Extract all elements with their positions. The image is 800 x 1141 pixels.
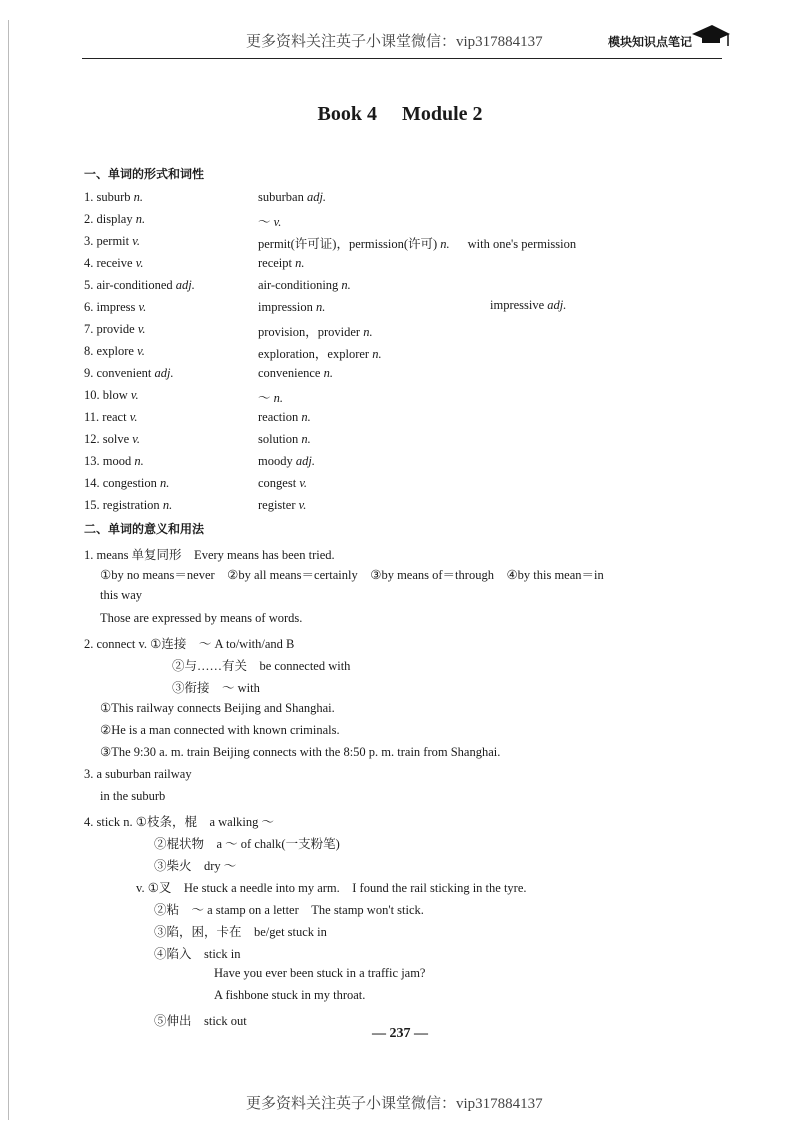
vocab-form bbox=[258, 278, 351, 293]
form-text: exploration，explorer bbox=[258, 347, 370, 361]
usage-line: ④陷入 stick in bbox=[154, 947, 241, 961]
word-pos: n. bbox=[133, 190, 144, 204]
usage-line: v. ①叉 He stuck a needle into my arm. I found the rail sticking in the tyre. bbox=[136, 881, 527, 895]
title-book: Book 4 bbox=[317, 103, 377, 125]
word-pos: v. bbox=[130, 388, 139, 402]
title-module: Module 2 bbox=[401, 103, 483, 125]
form-pos: v. bbox=[298, 498, 307, 512]
form-text: ～ bbox=[258, 391, 271, 405]
word-pos: adj. bbox=[175, 278, 195, 292]
vocab-word bbox=[84, 300, 146, 315]
usage-line: 3. a suburban railway bbox=[84, 767, 192, 781]
usage-line: A fishbone stuck in my throat. bbox=[214, 988, 366, 1002]
usage-line: ③陷，困，卡在 be/get stuck in bbox=[154, 925, 327, 939]
word-text: 14. congestion bbox=[84, 476, 157, 490]
usage-line: ③柴火 dry ～ bbox=[154, 859, 237, 873]
usage-line: 1. means 单复同形 Every means has been tried. bbox=[84, 548, 335, 562]
usage-line: ③衔接 ～ with bbox=[172, 681, 260, 695]
word-text: 13. mood bbox=[84, 454, 132, 468]
vocab-word bbox=[84, 432, 140, 447]
word-text: 1. suburb bbox=[84, 190, 131, 204]
word-text: 2. display bbox=[84, 212, 133, 226]
form-pos: n. bbox=[323, 366, 333, 380]
vocab-form bbox=[258, 454, 315, 469]
form-text: provision，provider bbox=[258, 325, 361, 339]
vocab-extra bbox=[490, 298, 566, 313]
section2-heading: 二、单词的意义和用法 bbox=[84, 522, 205, 536]
word-pos: n. bbox=[135, 212, 146, 226]
word-text: 10. blow bbox=[84, 388, 128, 402]
usage-line: ②粘 ～ a stamp on a letter The stamp won't stick. bbox=[154, 903, 424, 917]
form-text: receipt bbox=[258, 256, 293, 270]
vocab-word bbox=[84, 256, 143, 271]
extra-pos: adj. bbox=[547, 298, 567, 312]
form-text: convenience bbox=[258, 366, 321, 380]
vocab-word bbox=[84, 498, 172, 513]
form-pos: n. bbox=[301, 432, 311, 446]
form-text: congest bbox=[258, 476, 297, 490]
form-pos: v. bbox=[273, 215, 282, 229]
form-pos: adj. bbox=[295, 454, 315, 468]
extra-text: impressive bbox=[490, 298, 545, 312]
usage-line: ①by no means＝never ②by all means＝certainly ③by means of＝through ④by this mean＝in bbox=[100, 568, 604, 582]
vocab-form bbox=[258, 344, 382, 362]
vocab-word bbox=[84, 212, 145, 227]
vocab-word bbox=[84, 234, 140, 249]
vocab-form bbox=[258, 476, 307, 491]
vocab-word bbox=[84, 190, 143, 205]
vocab-word bbox=[84, 476, 169, 491]
usage-line: 4. stick n. ①枝条，棍 a walking ～ bbox=[84, 815, 275, 829]
form-text: air-conditioning bbox=[258, 278, 339, 292]
vocab-word bbox=[84, 410, 137, 425]
form-pos: n. bbox=[341, 278, 351, 292]
word-text: 9. convenient bbox=[84, 366, 152, 380]
usage-line: Those are expressed by means of words. bbox=[100, 611, 303, 625]
word-pos: v. bbox=[135, 256, 144, 270]
usage-line: ①This railway connects Beijing and Shanghai. bbox=[100, 701, 335, 715]
form-text: permit(许可证)，permission(许可) bbox=[258, 237, 438, 251]
form-text: suburban bbox=[258, 190, 304, 204]
vocab-form bbox=[258, 410, 311, 425]
vocab-word bbox=[84, 344, 145, 359]
form-text: solution bbox=[258, 432, 299, 446]
page-edge bbox=[8, 20, 9, 1120]
word-text: 6. impress bbox=[84, 300, 136, 314]
usage-line: Have you ever been stuck in a traffic jam? bbox=[214, 966, 426, 980]
page-title bbox=[0, 103, 800, 126]
vocab-word bbox=[84, 388, 139, 403]
extra-phrase: with one's permission bbox=[467, 237, 577, 251]
form-pos: n. bbox=[295, 256, 305, 270]
vocab-form bbox=[258, 432, 311, 447]
usage-line: ⑤伸出 stick out bbox=[154, 1014, 247, 1028]
form-text: impression bbox=[258, 300, 313, 314]
form-pos: adj. bbox=[306, 190, 327, 204]
word-pos: adj. bbox=[154, 366, 174, 380]
watermark-top: 更多资料关注英子小课堂微信：vip317884137 bbox=[246, 34, 543, 50]
header-rule bbox=[82, 58, 722, 59]
form-text: moody bbox=[258, 454, 293, 468]
form-text: ～ bbox=[258, 215, 271, 229]
word-pos: v. bbox=[138, 300, 147, 314]
vocab-word bbox=[84, 278, 195, 293]
word-text: 7. provide bbox=[84, 322, 135, 336]
usage-line: this way bbox=[100, 588, 143, 602]
vocab-form bbox=[258, 498, 306, 513]
usage-line: ②He is a man connected with known criminals. bbox=[100, 723, 340, 737]
form-text: reaction bbox=[258, 410, 299, 424]
usage-line: 2. connect v. ①连接 ～ A to/with/and B bbox=[84, 637, 295, 651]
word-pos: n. bbox=[160, 476, 170, 490]
word-text: 3. permit bbox=[84, 234, 130, 248]
word-text: 11. react bbox=[84, 410, 127, 424]
vocab-form bbox=[258, 234, 576, 252]
page-number: — 237 — bbox=[372, 1026, 428, 1041]
word-pos: v. bbox=[137, 344, 145, 358]
vocab-form bbox=[258, 256, 305, 271]
watermark-bottom: 更多资料关注英子小课堂微信：vip317884137 bbox=[246, 1096, 543, 1112]
form-text: register bbox=[258, 498, 296, 512]
word-pos: n. bbox=[162, 498, 173, 512]
usage-line: ②棍状物 a ～ of chalk(一支粉笔) bbox=[154, 837, 340, 851]
form-pos: n. bbox=[301, 410, 311, 424]
vocab-word bbox=[84, 322, 146, 337]
vocab-word bbox=[84, 454, 144, 469]
form-pos: n. bbox=[440, 237, 450, 251]
word-text: 5. air-conditioned bbox=[84, 278, 173, 292]
usage-line: ②与……有关 be connected with bbox=[172, 659, 351, 673]
form-pos: n. bbox=[363, 325, 373, 339]
usage-line: ③The 9:30 a. m. train Beijing connects with the 8:50 p. m. train from Shanghai. bbox=[100, 745, 501, 759]
vocab-form bbox=[258, 388, 283, 406]
form-pos: v. bbox=[299, 476, 308, 490]
vocab-form bbox=[258, 190, 326, 205]
form-pos: n. bbox=[372, 347, 382, 361]
vocab-form bbox=[258, 212, 281, 230]
word-text: 4. receive bbox=[84, 256, 133, 270]
word-pos: v. bbox=[137, 322, 146, 336]
word-pos: v. bbox=[132, 234, 141, 248]
usage-line: in the suburb bbox=[100, 789, 166, 803]
header-label: 模块知识点笔记 bbox=[608, 35, 693, 49]
form-pos: n. bbox=[273, 391, 284, 405]
graduation-cap-icon bbox=[690, 22, 732, 52]
word-pos: v. bbox=[132, 432, 141, 446]
word-text: 12. solve bbox=[84, 432, 130, 446]
vocab-form bbox=[258, 300, 325, 315]
word-text: 8. explore bbox=[84, 344, 134, 358]
word-pos: v. bbox=[129, 410, 138, 424]
vocab-form bbox=[258, 366, 333, 381]
vocab-form bbox=[258, 322, 373, 340]
word-text: 15. registration bbox=[84, 498, 160, 512]
section1-heading: 一、单词的形式和词性 bbox=[84, 167, 205, 181]
vocab-word bbox=[84, 366, 174, 381]
form-pos: n. bbox=[315, 300, 326, 314]
word-pos: n. bbox=[134, 454, 144, 468]
